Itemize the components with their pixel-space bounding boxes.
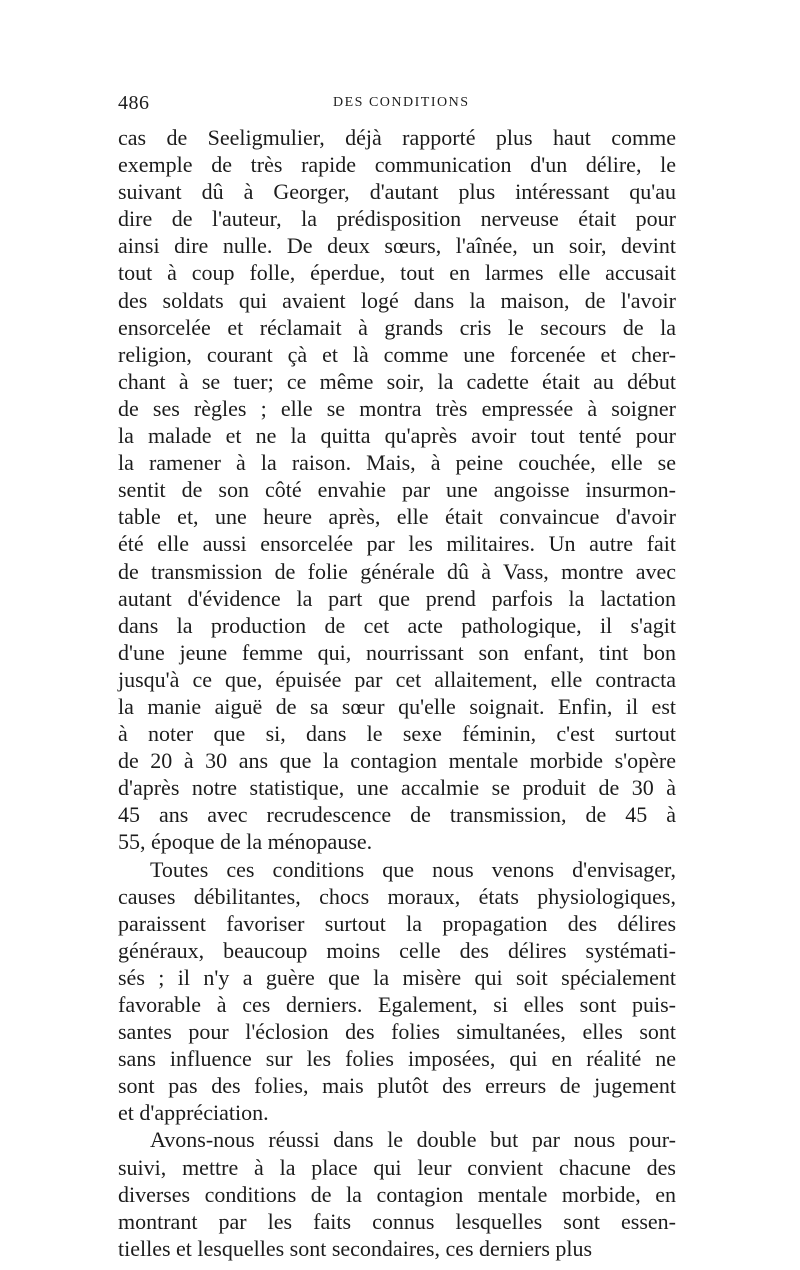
text-line: 45 ans avec recrudescence de transmission, de 45 à — [118, 802, 676, 828]
text-line: la malade et ne la quitta qu'après avoir tout tenté pour — [118, 423, 676, 449]
body-text — [118, 124, 676, 1262]
text-line: favorable à ces derniers. Egalement, si elles sont puis- — [118, 992, 676, 1017]
text-line: cas de Seeligmulier, déjà rapporté plus haut comme — [118, 125, 676, 150]
text-line: et d'appréciation. — [118, 1100, 269, 1126]
text-line: été elle aussi ensorcelée par les militaires. Un autre fait — [118, 531, 676, 557]
text-line: suivant dû à Georger, d'autant plus intéressant qu'au — [118, 179, 676, 205]
text-line: sentit de son côté envahie par une angoisse insurmon- — [118, 477, 676, 503]
text-line: des soldats qui avaient logé dans la maison, de l'avoir — [118, 287, 676, 313]
page-header — [118, 92, 676, 116]
text-line: d'une jeune femme qui, nourrissant son enfant, tint bon — [118, 639, 676, 665]
text-line: ensorcelée et réclamait à grands cris le secours de la — [118, 314, 676, 340]
text-line: exemple de très rapide communication d'un délire, le — [118, 152, 676, 178]
text-line: tout à coup folle, éperdue, tout en larmes elle accusait — [118, 260, 676, 286]
text-line: tielles et lesquelles sont secondaires, ces derniers plus — [118, 1235, 593, 1261]
text-line: 55, époque de la ménopause. — [118, 829, 373, 855]
text-line: diverses conditions de la contagion mentale morbide, en — [118, 1181, 676, 1207]
text-line: dire de l'auteur, la prédisposition nerveuse était pour — [118, 206, 676, 232]
text-line: de 20 à 30 ans que la contagion mentale morbide s'opère — [118, 748, 676, 774]
text-line: autant d'évidence la part que prend parfois la lactation — [118, 585, 676, 611]
text-line: généraux, beaucoup moins celle des délires systémati- — [118, 937, 676, 963]
text-line: ainsi dire nulle. De deux sœurs, l'aînée, un soir, devint — [118, 233, 676, 259]
text-line: dans la production de cet acte pathologique, il s'agit — [118, 612, 676, 638]
text-line: de ses règles ; elle se montra très empressée à soigner — [118, 395, 676, 421]
running-title: DES CONDITIONS — [333, 95, 470, 110]
text-line: causes débilitantes, chocs moraux, états physiologiques, — [118, 883, 676, 909]
text-line: la ramener à la raison. Mais, à peine couchée, elle se — [118, 450, 676, 476]
text-line: sés ; il n'y a guère que la misère qui soit spécialement — [118, 964, 676, 990]
text-line: paraissent favoriser surtout la propagation des délires — [118, 910, 676, 936]
text-line: religion, courant çà et là comme une forcenée et cher- — [118, 341, 676, 367]
text-line: montrant par les faits connus lesquelles sont essen- — [118, 1208, 676, 1234]
text-line: table et, une heure après, elle était convaincue d'avoir — [118, 504, 676, 530]
text-line: sans influence sur les folies imposées, qui en réalité ne — [118, 1046, 676, 1072]
text-line: sont pas des folies, mais plutôt des erreurs de jugement — [118, 1073, 676, 1099]
text-line: santes pour l'éclosion des folies simultanées, elles sont — [118, 1019, 676, 1045]
text-line: de transmission de folie générale dû à Vass, montre avec — [118, 558, 676, 584]
text-line: la manie aiguë de sa sœur qu'elle soignait. Enfin, il est — [118, 693, 676, 719]
text-line: Avons-nous réussi dans le double but par nous pour- — [150, 1127, 676, 1153]
text-line: à noter que si, dans le sexe féminin, c'est surtout — [118, 721, 676, 747]
text-line: jusqu'à ce que, épuisée par cet allaitement, elle contracta — [118, 666, 676, 692]
text-line: d'après notre statistique, une accalmie se produit de 30 à — [118, 775, 676, 801]
text-line: chant à se tuer; ce même soir, la cadette était au début — [118, 368, 676, 394]
text-line: Toutes ces conditions que nous venons d'envisager, — [150, 856, 676, 882]
page-number: 486 — [118, 92, 150, 114]
text-line: suivi, mettre à la place qui leur convient chacune des — [118, 1154, 676, 1180]
